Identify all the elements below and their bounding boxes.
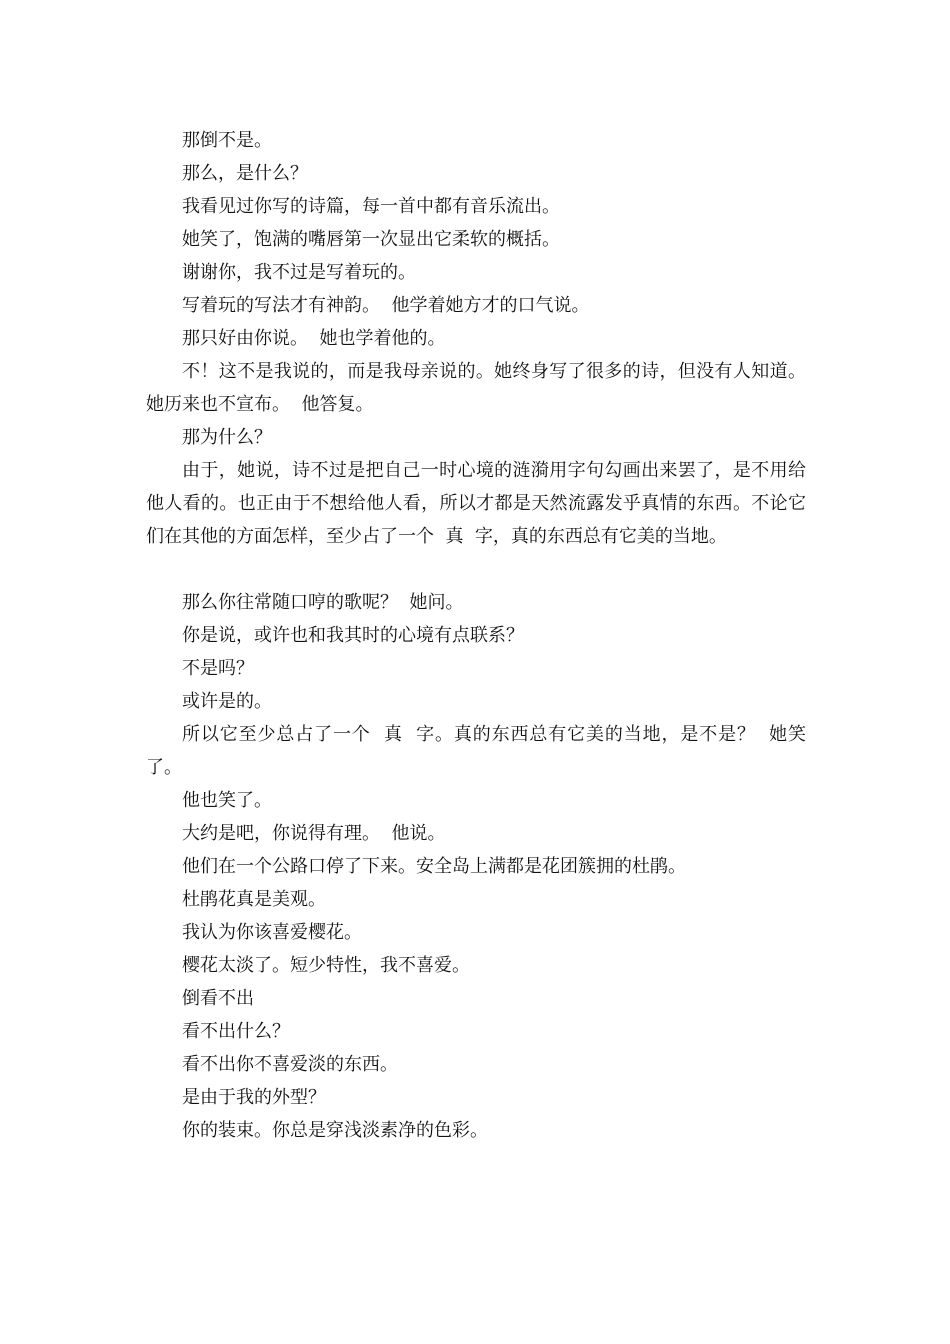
paragraph: 看不出你不喜爱淡的东西。 <box>182 1054 398 1075</box>
paragraph: 倒看不出 <box>182 988 254 1009</box>
paragraph: 你的装束。你总是穿浅淡素净的色彩。 <box>182 1120 488 1141</box>
paragraph: 或许是的。 <box>182 691 272 712</box>
paragraph: 他也笑了。 <box>182 790 272 811</box>
paragraph: 大约是吧，你说得有理。 他说。 <box>182 823 446 844</box>
paragraph: 写着玩的写法才有神韵。 他学着她方才的口气说。 <box>182 295 590 316</box>
paragraph: 由于，她说，诗不过是把自己一时心境的涟漪用字句勾画出来罢了，是不用给他人看的。也正由于不想给他人看，所以才都是天然流露发乎真情的东西。不论它们在其他的方面怎样，至少占了一个 真 字，真的东西总有它美的当地。 <box>146 460 806 547</box>
paragraph: 那么你往常随口哼的歌呢？ 她问。 <box>182 592 464 613</box>
paragraph: 杜鹃花真是美观。 <box>182 889 326 910</box>
paragraph: 那为什么？ <box>182 427 272 448</box>
paragraph: 樱花太淡了。短少特性，我不喜爱。 <box>182 955 470 976</box>
paragraph: 你是说，或许也和我其时的心境有点联系？ <box>182 625 524 646</box>
paragraph: 谢谢你，我不过是写着玩的。 <box>182 262 416 283</box>
paragraph: 那只好由你说。 她也学着他的。 <box>182 328 446 349</box>
paragraph: 那倒不是。 <box>182 130 272 151</box>
paragraph: 那么，是什么？ <box>182 163 308 184</box>
paragraph: 我认为你该喜爱樱花。 <box>182 922 362 943</box>
document-body <box>146 124 806 1147</box>
paragraph: 他们在一个公路口停了下来。安全岛上满都是花团簇拥的杜鹃。 <box>182 856 686 877</box>
paragraph: 她笑了，饱满的嘴唇第一次显出它柔软的概括。 <box>182 229 560 250</box>
paragraph: 是由于我的外型？ <box>182 1087 326 1108</box>
paragraph: 我看见过你写的诗篇，每一首中都有音乐流出。 <box>182 196 560 217</box>
paragraph: 看不出什么？ <box>182 1021 290 1042</box>
paragraph: 不！这不是我说的，而是我母亲说的。她终身写了很多的诗，但没有人知道。她历来也不宣布。 他答复。 <box>146 361 806 415</box>
paragraph: 不是吗？ <box>182 658 254 679</box>
paragraph: 所以它至少总占了一个 真 字。真的东西总有它美的当地，是不是？ 她笑了。 <box>146 724 806 778</box>
